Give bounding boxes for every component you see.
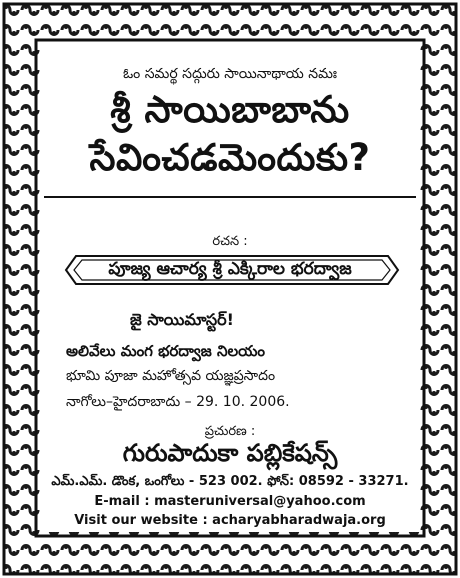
publisher-address: ఎమ్.ఎమ్. డొంక, ఒంగోలు - 523 002. ఫోన్: 08592 - 33271. (51, 474, 409, 489)
invocation-text: ఓం సమర్థ సద్గురు సాయినాథాయ నమః (122, 66, 338, 82)
author-label: రచన : (212, 234, 248, 249)
publisher-label: ప్రచురణ : (204, 424, 256, 439)
title-line-2: సేవించడమెందుకు? (89, 136, 371, 179)
title-line-1: శ్రీ సాయిబాబాను (110, 88, 350, 131)
master-salutation: జై సాయిమాస్టర్! (130, 310, 234, 329)
occasion-line-1: అలివేలు మంగ భరద్వాజ నిలయం (66, 342, 266, 360)
content-panel (40, 44, 420, 532)
occasion-line-3: నాగోలు–హైదరాబాదు – 29. 10. 2006. (66, 394, 290, 410)
email-text: E-mail : masteruniversal@yahoo.com (94, 494, 366, 509)
divider (44, 196, 416, 198)
publisher-name: గురుపాదుకా పబ్లికేషన్స్ (122, 439, 338, 467)
occasion-line-2: భూమి పూజా మహోత్సవ యజ్ఞప్రసాదం (66, 368, 276, 384)
website-text: Visit our website : acharyabharadwaja.org (74, 513, 386, 528)
author-name: పూజ్య ఆచార్య శ్రీ ఎక్కిరాల భరద్వాజ (108, 259, 352, 279)
